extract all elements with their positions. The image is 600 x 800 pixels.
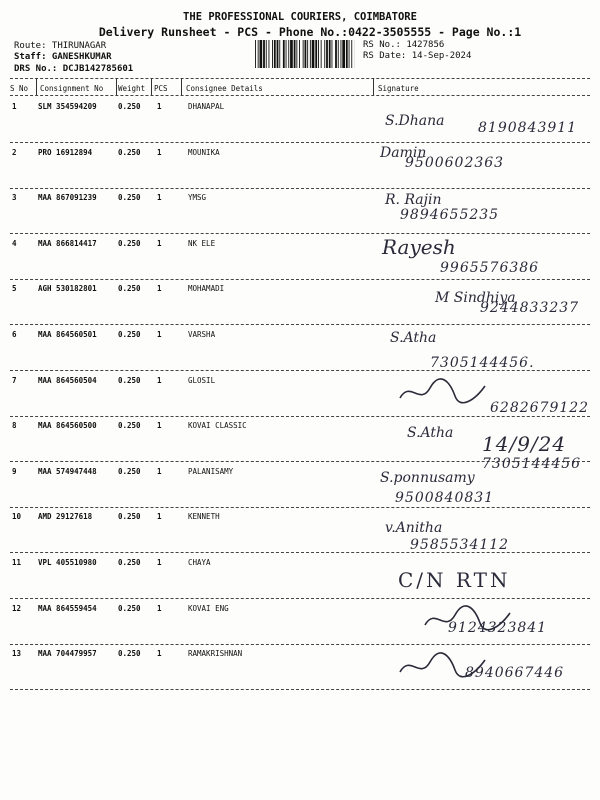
row-consignment-no: MAA 864560504 [38, 375, 97, 385]
row-consignee: GLOSIL [188, 375, 216, 385]
barcode-bar [294, 40, 296, 68]
handwritten-phone: 9124323841 [448, 620, 548, 636]
handwritten-phone: 9965576386 [440, 260, 540, 276]
col-divider [116, 78, 117, 95]
row-consignee: DHANAPAL [188, 102, 225, 111]
col-divider [181, 78, 182, 95]
col-header-sno: S No [10, 84, 29, 93]
barcode-bar [290, 40, 293, 68]
table-header-rule [10, 95, 590, 96]
row-separator [10, 598, 590, 599]
barcode-bar [286, 40, 287, 68]
barcode-bar [332, 40, 333, 68]
barcode-bar [296, 40, 297, 68]
row-weight: 0.250 [118, 466, 141, 476]
rs-number: RS No.: 1427856 [363, 40, 445, 50]
row-separator [10, 142, 590, 143]
barcode-bar [318, 40, 319, 68]
row-pcs: 1 [157, 330, 162, 339]
barcode-bar [312, 40, 315, 68]
barcode-bar [305, 40, 307, 68]
col-header-weight: Weight [118, 84, 146, 93]
barcode-bar [329, 40, 331, 68]
row-separator [10, 279, 590, 280]
row-weight: 0.250 [118, 238, 141, 248]
row-sno: 9 [12, 466, 17, 476]
barcode-bar [272, 40, 273, 68]
barcode-bar [255, 40, 256, 68]
row-consignment-no: MAA 866814417 [38, 238, 97, 248]
row-consignment-no: MAA 867091239 [38, 193, 97, 203]
barcode-bar [266, 40, 267, 68]
row-weight: 0.250 [118, 603, 141, 613]
row-consignee: KENNETH [188, 512, 220, 522]
drs-number: DRS No.: DCJB142785601 [14, 64, 134, 74]
barcode-bar [277, 40, 279, 68]
barcode-bar [274, 40, 276, 68]
row-separator [10, 416, 590, 417]
row-weight: 0.250 [118, 330, 141, 339]
row-pcs: 1 [157, 284, 162, 294]
barcode [255, 40, 355, 68]
signature-handwriting: S.Atha [390, 330, 437, 346]
row-consignee: KOVAI CLASSIC [188, 421, 247, 431]
handwritten-phone: 9500602363 [405, 155, 505, 171]
row-consignment-no: SLM 354594209 [38, 102, 97, 111]
row-consignee: PALANISAMY [188, 466, 234, 476]
barcode-bar [260, 40, 263, 68]
row-separator [10, 689, 590, 690]
barcode-bar [326, 40, 328, 68]
signature-handwriting: Rayesh [382, 235, 456, 259]
col-divider [36, 78, 37, 95]
row-consignment-no: AGH 530182801 [38, 284, 97, 294]
barcode-bar [338, 40, 339, 68]
row-pcs: 1 [157, 603, 162, 613]
row-sno: 1 [12, 102, 17, 111]
row-weight: 0.250 [118, 147, 141, 157]
rs-date: RS Date: 14-Sep-2024 [363, 51, 472, 61]
row-separator [10, 233, 590, 234]
staff-label: Staff: GANESHKUMAR [14, 52, 112, 62]
handwritten-phone: 9894655235 [400, 207, 500, 223]
row-pcs: 1 [157, 512, 162, 522]
signature-handwriting: S.Dhana [385, 113, 445, 129]
row-weight: 0.250 [118, 421, 141, 431]
runsheet-subtitle: Delivery Runsheet - PCS - Phone No.:0422-3505555 - Page No.:1 [98, 25, 522, 39]
barcode-bar [315, 40, 317, 68]
row-pcs: 1 [157, 649, 162, 659]
row-consignee: MOUNIKA [188, 147, 220, 157]
handwritten-phone: 9500840831 [395, 490, 495, 506]
barcode-bar [324, 40, 325, 68]
barcode-bar [258, 40, 259, 68]
handwritten-phone: 9585534112 [410, 537, 510, 553]
row-consignee: KOVAI ENG [188, 603, 229, 613]
row-pcs: 1 [157, 466, 162, 476]
barcode-bar [279, 40, 280, 68]
signature-handwriting: Damin [380, 145, 427, 161]
barcode-bar [349, 40, 350, 68]
row-weight: 0.250 [118, 375, 141, 385]
handwritten-phone: 7305144456. [430, 355, 535, 371]
row-sno: 6 [12, 330, 17, 339]
row-sno: 8 [12, 421, 17, 431]
row-sno: 7 [12, 375, 17, 385]
col-header-signature: Signature [378, 84, 419, 93]
col-header-consignment: Consignment No [40, 84, 104, 93]
row-consignment-no: MAA 864560500 [38, 421, 97, 431]
signature-scribble [395, 378, 490, 408]
row-pcs: 1 [157, 238, 162, 248]
row-consignee: VARSHA [188, 330, 216, 339]
row-pcs: 1 [157, 102, 162, 111]
col-header-pcs: PCS [154, 84, 168, 93]
row-separator [10, 507, 590, 508]
row-sno: 13 [12, 649, 22, 659]
signature-handwriting: M Sindhiya [435, 290, 516, 306]
handwritten-phone: 14/9/24 [482, 432, 567, 456]
barcode-bar [269, 40, 270, 68]
barcode-bar [310, 40, 311, 68]
signature-handwriting: R. Rajin [385, 192, 442, 208]
col-divider [373, 78, 374, 95]
row-sno: 10 [12, 512, 22, 522]
row-consignee: YMSG [188, 193, 207, 203]
company-title: THE PROFESSIONAL COURIERS, COIMBATORE [183, 11, 417, 23]
barcode-bar [342, 40, 345, 68]
row-pcs: 1 [157, 193, 162, 203]
row-sno: 2 [12, 147, 17, 157]
barcode-bar [335, 40, 337, 68]
handwritten-phone: 6282679122 [490, 400, 590, 416]
row-consignment-no: VPL 405510980 [38, 558, 97, 567]
row-sno: 4 [12, 238, 17, 248]
col-header-consignee: Consignee Details [186, 84, 263, 93]
row-consignment-no: MAA 574947448 [38, 466, 97, 476]
row-pcs: 1 [157, 147, 162, 157]
signature-handwriting: S.ponnusamy [380, 470, 475, 486]
row-weight: 0.250 [118, 558, 141, 567]
signature-handwriting: v.Anitha [385, 520, 443, 536]
table-top-rule [10, 78, 590, 79]
handwritten-phone: 8190843911 [478, 120, 578, 136]
barcode-bar [299, 40, 300, 68]
row-weight: 0.250 [118, 649, 141, 659]
col-divider [151, 78, 152, 95]
row-consignment-no: MAA 864559454 [38, 603, 97, 613]
row-weight: 0.250 [118, 102, 141, 111]
row-weight: 0.250 [118, 512, 141, 522]
row-consignment-no: MAA 864560501 [38, 330, 97, 339]
row-consignment-no: PRO 16912894 [38, 147, 93, 157]
row-pcs: 1 [157, 375, 162, 385]
barcode-bar [351, 40, 352, 68]
row-separator [10, 188, 590, 189]
row-separator [10, 324, 590, 325]
row-pcs: 1 [157, 421, 162, 431]
barcode-bar [263, 40, 265, 68]
row-consignment-no: AMD 29127618 [38, 512, 93, 522]
row-consignment-no: MAA 704479957 [38, 649, 97, 659]
row-separator [10, 370, 590, 371]
route-label: Route: THIRUNAGAR [14, 41, 107, 51]
barcode-bar [307, 40, 308, 68]
handwritten-phone: 9244833237 [480, 300, 580, 316]
signature-handwriting: C/N RTN [398, 568, 511, 592]
row-sno: 12 [12, 603, 22, 613]
row-consignee: CHAYA [188, 558, 211, 567]
barcode-bar [283, 40, 285, 68]
handwritten-phone: 8940667446 [465, 665, 565, 681]
barcode-bar [341, 40, 342, 68]
row-weight: 0.250 [118, 284, 141, 294]
row-separator [10, 644, 590, 645]
row-pcs: 1 [157, 558, 162, 567]
barcode-bar [288, 40, 289, 68]
row-weight: 0.250 [118, 193, 141, 203]
row-consignee: MOHAMADI [188, 284, 225, 294]
row-sno: 3 [12, 193, 17, 203]
row-sno: 5 [12, 284, 17, 294]
row-consignee: NK ELE [188, 238, 216, 248]
barcode-bar [321, 40, 322, 68]
barcode-bar [346, 40, 348, 68]
row-separator [10, 552, 590, 553]
barcode-bar [303, 40, 304, 68]
row-sno: 11 [12, 558, 22, 567]
handwritten-note: 7305144456 [482, 456, 582, 472]
signature-handwriting: S.Atha [407, 425, 454, 441]
row-consignee: RAMAKRISHNAN [188, 649, 243, 659]
